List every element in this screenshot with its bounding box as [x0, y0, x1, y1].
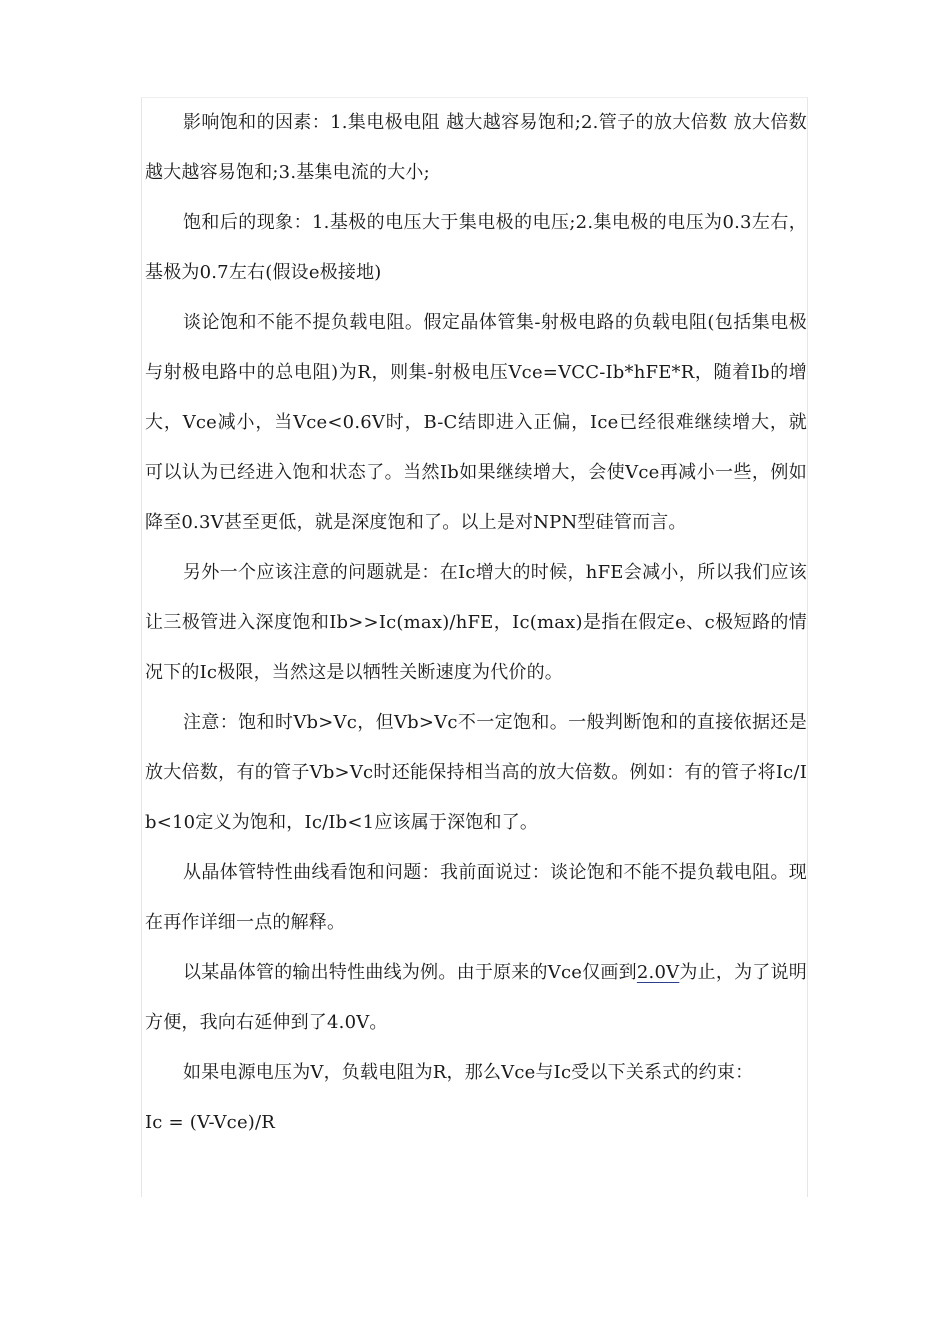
paragraph-hfe-note: 另外一个应该注意的问题就是：在Ic增大的时候，hFE会减小，所以我们应该让三极管进入深度饱和Ib>>Ic(max)/hFE，Ic(max)是指在假定e、c极短路的情况下的Ic极限，当然这是以牺牲关断速度为代价的。 [145, 562, 807, 683]
paragraph-saturation-factors: 影响饱和的因素：1.集电极电阻 越大越容易饱和;2.管子的放大倍数 放大倍数越大越容易饱和;3.基集电流的大小; [145, 112, 807, 183]
document-body [145, 98, 807, 1148]
paragraph-attention: 注意：饱和时Vb>Vc，但Vb>Vc不一定饱和。一般判断饱和的直接依据还是放大倍数，有的管子Vb>Vc时还能保持相当高的放大倍数。例如：有的管子将Ic/Ib<10定义为饱和，Ic/Ib<1应该属于深饱和了。 [145, 712, 807, 833]
paragraph-constraint: 如果电源电压为V，负载电阻为R，那么Vce与Ic受以下关系式的约束： [183, 1062, 754, 1083]
paragraph-characteristic-curve: 从晶体管特性曲线看饱和问题：我前面说过：谈论饱和不能不提负载电阻。现在再作详细一点的解释。 [145, 862, 807, 933]
paragraph-saturation-phenomena: 饱和后的现象：1.基极的电压大于集电极的电压;2.集电极的电压为0.3左右，基极为0.7左右(假设e极接地) [145, 212, 807, 283]
paragraph-output-curve-example [145, 948, 807, 1048]
underlined-link-2v[interactable]: 2.0V [636, 962, 680, 983]
paragraph-load-resistance: 谈论饱和不能不提负载电阻。假定晶体管集-射极电路的负载电阻(包括集电极与射极电路中的总电阻)为R，则集-射极电压Vce=VCC-Ib*hFE*R，随着Ib的增大，Vce减小，当Vce<0.6V时，B-C结即进入正偏，Ice已经很难继续增大，就可以认为已经进入饱和状态了。当然Ib如果继续增大，会使Vce再减小一些，例如降至0.3V甚至更低，就是深度饱和了。以上是对NPN型硅管而言。 [145, 312, 807, 533]
formula-ic: Ic = (V-Vce)/R [145, 1112, 276, 1133]
paragraph-text-after-link: 为止，为了说明方便，我向右延伸到了4.0V。 [145, 962, 807, 1033]
paragraph-text-before-link: 以某晶体管的输出特性曲线为例。由于原来的Vce仅画到 [183, 962, 637, 983]
